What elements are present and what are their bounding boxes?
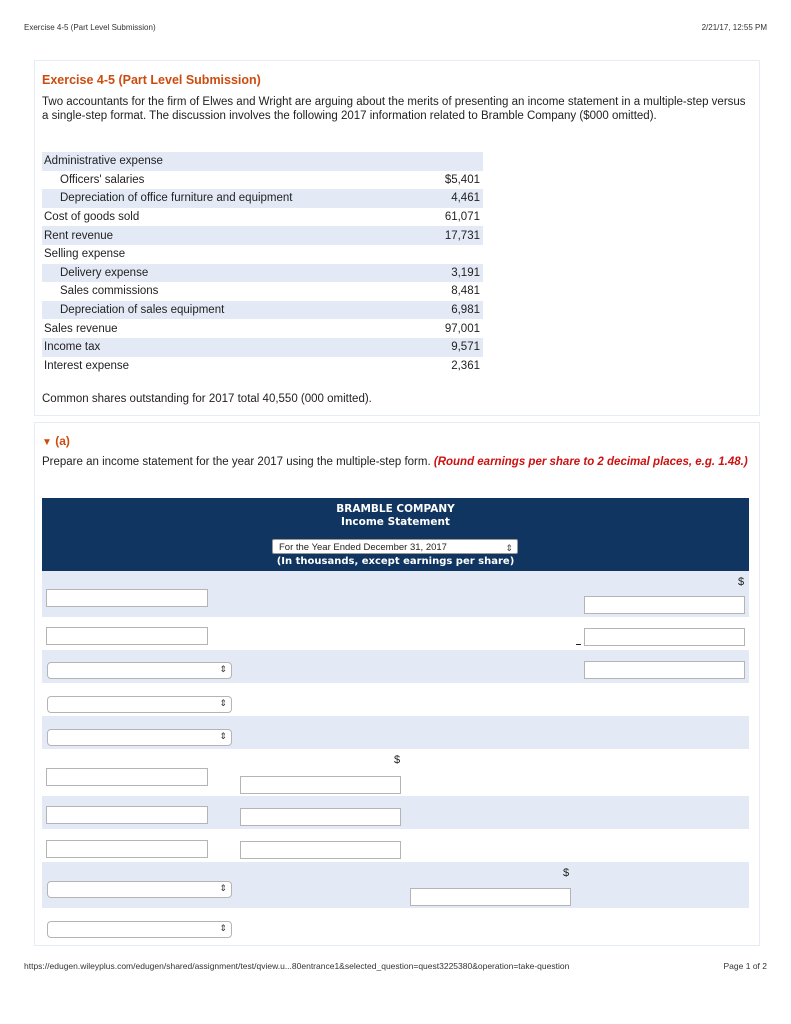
- row-value: 3,191: [451, 266, 480, 279]
- chevron-updown-icon: ⇕: [219, 731, 227, 741]
- line-item-label-input[interactable]: [46, 589, 208, 607]
- statement-name: Income Statement: [341, 516, 450, 528]
- line-item-label-input[interactable]: [46, 768, 208, 786]
- row-value: 8,481: [451, 285, 480, 298]
- data-table-row: [42, 338, 483, 357]
- row-value: 2,361: [451, 359, 480, 372]
- dollar-sign: $: [563, 867, 570, 879]
- part-a-label: (a): [55, 434, 70, 448]
- chevron-updown-icon: ⇕: [219, 698, 227, 708]
- row-label: Cost of goods sold: [44, 211, 140, 224]
- data-table-row: [42, 171, 483, 190]
- row-label: Depreciation of office furniture and equipment: [60, 192, 293, 205]
- data-table-row: [42, 226, 483, 245]
- chevron-updown-icon: ⇕: [219, 883, 227, 893]
- amount-input-col3[interactable]: [584, 596, 745, 614]
- row-value: 9,571: [451, 341, 480, 354]
- shares-note: Common shares outstanding for 2017 total 40,550 (000 omitted).: [42, 393, 372, 405]
- company-name: BRAMBLE COMPANY: [336, 503, 455, 515]
- data-table-row: [42, 282, 483, 301]
- data-table-row: [42, 301, 483, 320]
- cursor-mark: [576, 644, 581, 645]
- amount-input-col3[interactable]: [584, 628, 745, 646]
- account-select[interactable]: [47, 696, 232, 713]
- dollar-sign: $: [738, 576, 745, 588]
- data-table-row: [42, 208, 483, 227]
- print-header-title: Exercise 4-5 (Part Level Submission): [24, 23, 156, 32]
- data-table-row: [42, 189, 483, 208]
- exercise-title: Exercise 4-5 (Part Level Submission): [42, 73, 261, 87]
- row-value: $5,401: [444, 173, 480, 186]
- row-label: Selling expense: [44, 248, 126, 261]
- part-a-toggle[interactable]: [42, 434, 70, 448]
- data-table-row: [42, 357, 483, 376]
- account-select[interactable]: [47, 921, 232, 938]
- row-label: Interest expense: [44, 359, 130, 372]
- amount-input-col1[interactable]: [240, 776, 401, 794]
- row-value: 17,731: [444, 229, 480, 242]
- row-value: 4,461: [451, 192, 480, 205]
- data-table-row: [42, 245, 483, 264]
- dollar-sign: $: [394, 754, 401, 766]
- statement-subtitle: (In thousands, except earnings per share): [276, 556, 515, 567]
- amount-input-col2[interactable]: [410, 888, 571, 906]
- account-select[interactable]: [47, 881, 232, 898]
- row-label: Depreciation of sales equipment: [60, 304, 225, 317]
- amount-input-col1[interactable]: [240, 808, 401, 826]
- amount-input-col3[interactable]: [584, 661, 745, 679]
- page-url: https://edugen.wileyplus.com/edugen/shared/assignment/test/qview.u...80entrance1&selected_question=quest3225380&operation=take-question: [24, 961, 570, 971]
- data-table-row: [42, 264, 483, 283]
- chevron-updown-icon: ⇕: [219, 664, 227, 674]
- period-selected-value: For the Year Ended December 31, 2017: [279, 542, 447, 553]
- chevron-updown-icon: ⇕: [219, 923, 227, 933]
- row-value: 97,001: [444, 322, 480, 335]
- instruction-text: Prepare an income statement for the year 2017 using the multiple-step form.: [42, 456, 431, 468]
- amount-input-col1[interactable]: [240, 841, 401, 859]
- chevron-updown-icon: ⇕: [505, 543, 513, 553]
- rounding-note: (Round earnings per share to 2 decimal places, e.g. 1.48.): [433, 456, 748, 468]
- row-value: 61,071: [444, 211, 480, 224]
- line-item-label-input[interactable]: [46, 806, 208, 824]
- print-header-timestamp: 2/21/17, 12:55 PM: [701, 23, 767, 32]
- period-select[interactable]: [272, 539, 518, 554]
- row-label: Officers' salaries: [60, 173, 145, 186]
- line-item-label-input[interactable]: [46, 627, 208, 645]
- row-label: Delivery expense: [60, 266, 149, 279]
- exercise-description: Two accountants for the firm of Elwes and Wright are arguing about the merits of presenting an income statement in a multiple-step versus a single-step format. The discussion involves the following 2017 information related to Bramble Company ($000 omitted).: [42, 96, 746, 122]
- data-table: [42, 152, 483, 375]
- account-select[interactable]: [47, 662, 232, 679]
- part-a-instruction: [42, 455, 748, 469]
- row-label: Income tax: [44, 341, 101, 354]
- data-table-row: [42, 152, 483, 171]
- line-item-label-input[interactable]: [46, 840, 208, 858]
- row-label: Sales revenue: [44, 322, 118, 335]
- row-label: Sales commissions: [60, 285, 159, 298]
- row-value: 6,981: [451, 304, 480, 317]
- data-table-row: [42, 319, 483, 338]
- row-label: Administrative expense: [44, 155, 163, 168]
- income-statement-header: [42, 498, 749, 571]
- account-select[interactable]: [47, 729, 232, 746]
- page-number: Page 1 of 2: [723, 961, 767, 971]
- triangle-down-icon: ▼: [42, 437, 52, 448]
- row-label: Rent revenue: [44, 229, 114, 242]
